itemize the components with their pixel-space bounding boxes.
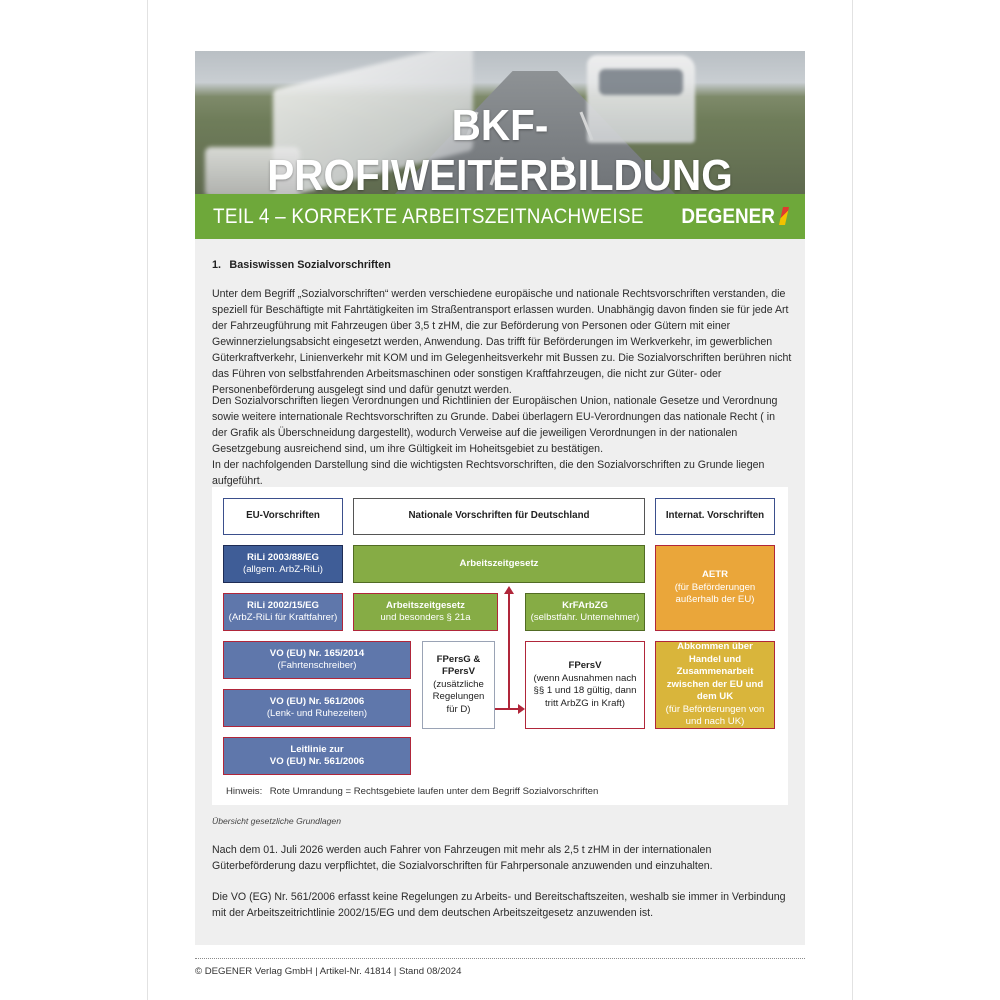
abkommen-title: Abkommen über Handel und Zusammenarbeit zwischen der EU und dem UK bbox=[666, 641, 764, 703]
aetr-subtitle: (für Beförderungen außerhalb der EU) bbox=[674, 581, 756, 606]
arbzg-21a-title: Arbeitszeitgesetz bbox=[386, 599, 465, 611]
leitlinie-title: Leitlinie zur bbox=[290, 743, 344, 755]
arbzg-title: Arbeitszeitgesetz bbox=[459, 557, 539, 569]
column-header-national: Nationale Vorschriften für Deutschland bbox=[353, 498, 645, 535]
subtitle: TEIL 4 – KORREKTE ARBEITSZEITNACHWEISE bbox=[213, 205, 644, 228]
hero-image bbox=[195, 51, 805, 194]
hero-title: BKF-PROFIWEITERBILDUNG bbox=[267, 101, 733, 194]
bus-window-illustration bbox=[599, 69, 683, 95]
paragraph-1: Unter dem Begriff „Sozialvorschriften“ werden verschiedene europäische und nationale Rechtsvorschriften verstanden, die speziell für Beschäftigte mit Fahrtätigkeiten im Straßentransport erlassen wurden. Unabhängig davon finden sie für jede Art der Fahrzeugführung mit Fahrzeugen über 3,5 t zHM, die zur Beförderung von Personen oder Gütern mit einer Gewinnerzielungsabsicht eingesetzt werden, Anwendung. Das trifft für Beförderungen im Werkverkehr, im gewerblichen Güterkraftverkehr, Linienverkehr mit KOM und im Gelegenheitsverkehr mit Bussen zu. Die Sozialvorschriften berühren nicht das Führen von selbstfahrenden Arbeitsmaschinen oder sonstigen Kraftfahrzeugen, die nicht zur Güter- oder Personenbeförderung ausgelegt sind und dafür genutzt werden. bbox=[212, 288, 792, 396]
subtitle-band bbox=[195, 194, 805, 239]
krfarbzg-subtitle: (selbstfahr. Unternehmer) bbox=[530, 612, 640, 623]
krfarbzg-title: KrFArbZG bbox=[562, 599, 608, 611]
rili-2003-title: RiLi 2003/88/EG bbox=[247, 551, 319, 563]
paragraph-3: In der nachfolgenden Darstellung sind die wichtigsten Rechtsvorschriften, die den Sozialvorschriften zu Grunde liegen aufgeführt. bbox=[212, 459, 765, 487]
fpersg-subtitle: (zusätzliche Regelungen für D) bbox=[432, 678, 485, 715]
paragraph-2: Den Sozialvorschriften liegen Verordnungen und Richtlinien der Europäischen Union, nationale Gesetze und Verordnung sowie weitere internationale Rechtsvorschriften zu Grunde. Dabei überlagern EU-Verordnungen das nationale Recht ( in der Grafik als Überschneidung dargestellt), wodurch Verweise auf die jeweiligen Verordnungen in der nationalen Gesetzgebung ausreichend sind, um ihre Gültigkeit im Hoheitsgebiet zu bestätigen. bbox=[212, 395, 778, 455]
abkommen-subtitle: (für Beförderungen von und nach UK) bbox=[665, 703, 765, 728]
vo-561-title: VO (EU) Nr. 561/2006 bbox=[269, 695, 365, 707]
vo-561-subtitle: (Lenk- und Ruhezeiten) bbox=[266, 708, 368, 719]
footer-text: © DEGENER Verlag GmbH | Artikel-Nr. 41814 | Stand 08/2024 bbox=[195, 966, 462, 977]
legal-basis-diagram bbox=[212, 487, 788, 805]
column-header-eu: EU-Vorschriften bbox=[223, 498, 343, 535]
fpersv-title: FPersV bbox=[568, 660, 602, 671]
column-header-international: Internat. Vorschriften bbox=[655, 498, 775, 535]
diagram-caption: Übersicht gesetzliche Grundlagen bbox=[212, 816, 341, 826]
fpersv-subtitle: (wenn Ausnahmen nach §§ 1 und 18 gültig, dann tritt ArbZG in Kraft) bbox=[533, 672, 637, 709]
vo-165-title: VO (EU) Nr. 165/2014 bbox=[269, 647, 365, 659]
vo-165-subtitle: (Fahrtenschreiber) bbox=[277, 660, 357, 671]
diagram-arrows bbox=[212, 487, 788, 805]
diagram-note: Hinweis: Rote Umrandung = Rechtsgebiete laufen unter dem Begriff Sozialvorschriften bbox=[226, 786, 599, 797]
publisher-logo: DEGENER bbox=[681, 205, 775, 228]
content-area bbox=[195, 239, 805, 945]
fpersg-title: FPersG & FPersV bbox=[436, 653, 481, 678]
arrow-up-to-arbzg bbox=[504, 586, 514, 709]
rili-2002-title: RiLi 2002/15/EG bbox=[247, 599, 319, 611]
paragraph-5: Die VO (EG) Nr. 561/2006 erfasst keine Regelungen zu Arbeits- und Bereitschaftszeiten, weshalb sie immer in Verbindung mit der Arbeitszeitrichtlinie 2002/15/EG und dem deutschen Arbeitszeitgesetz anzuwenden ist. bbox=[212, 891, 786, 919]
aetr-title: AETR bbox=[701, 569, 729, 581]
paragraph-4: Nach dem 01. Juli 2026 werden auch Fahrer von Fahrzeugen mit mehr als 2,5 t zHM in der internationalen Güterbeförderung dazu verpflichtet, die Sozialvorschriften für Fahrpersonale anzuwenden und einzuhalten. bbox=[212, 844, 713, 872]
logo-mark-icon bbox=[779, 207, 789, 225]
leitlinie-subtitle: VO (EU) Nr. 561/2006 bbox=[269, 756, 365, 767]
arbzg-21a-subtitle: und besonders § 21a bbox=[380, 612, 471, 623]
rili-2002-subtitle: (ArbZ-RiLi für Kraftfahrer) bbox=[228, 612, 338, 623]
rili-2003-subtitle: (allgem. ArbZ-RiLi) bbox=[243, 564, 323, 575]
section-heading: 1. Basiswissen Sozialvorschriften bbox=[212, 259, 391, 271]
footer-divider bbox=[195, 958, 805, 959]
